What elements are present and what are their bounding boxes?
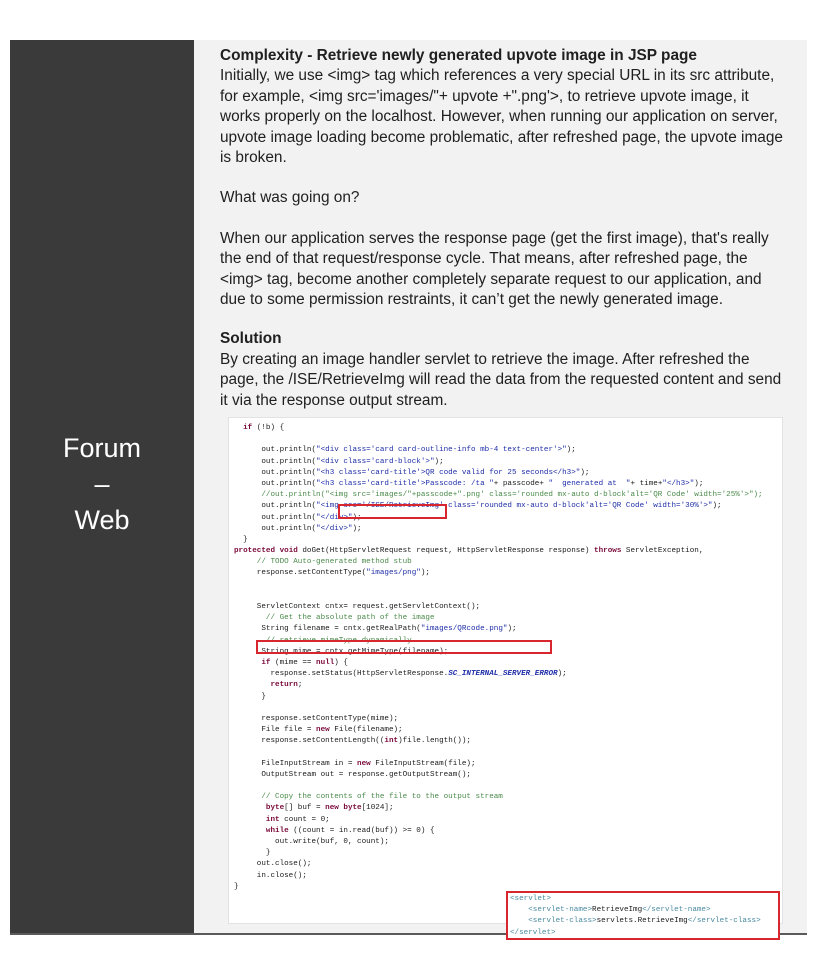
code-line: out.close(); bbox=[234, 860, 312, 869]
code-line: ServletContext cntx= request.getServletContext(); bbox=[234, 603, 481, 611]
code-line bbox=[234, 591, 794, 602]
slide bbox=[10, 40, 807, 935]
code-line: out.println("</div>"); bbox=[234, 524, 362, 533]
paragraph-initially: Initially, we use <img> tag which references a very special URL in its src attribute, for example, <img src='images/"+ upvote +".png'>, to retrieve upvote image, it works properly on the localhost. However, when running our application on server, upvote image loading become problematic, after refreshed page, the upvote image is broken. bbox=[220, 67, 783, 167]
code-line: out.println("<img src='/ISE/RetrieveImg' class='rounded mx-auto d-block'alt='QR Code' width='30%'>"); bbox=[234, 502, 722, 511]
xml-line: </servlet> bbox=[510, 928, 556, 937]
code-line: String mime = cntx.getMimeType(filename); bbox=[234, 647, 449, 656]
slide-title-line-1: Forum bbox=[62, 433, 141, 463]
code-line: response.setContentType("images/png"); bbox=[234, 569, 430, 578]
xml-line: <servlet-class>servlets.RetrieveImg</servlet-class> bbox=[528, 917, 761, 926]
code-line: OutputStream out = response.getOutputStream(); bbox=[234, 770, 471, 779]
code-line: out.println("<div class='card-block'>"); bbox=[234, 457, 444, 466]
slide-title-line-2: – bbox=[94, 469, 110, 499]
highlight-img-src bbox=[338, 504, 447, 519]
code-line: File file = new File(filename); bbox=[234, 726, 403, 735]
servlet-xml-config bbox=[506, 891, 780, 940]
code-line: FileInputStream in = new FileInputStream(file); bbox=[234, 759, 476, 768]
code-line: String filename = cntx.getRealPath("images/QRcode.png"); bbox=[234, 625, 517, 634]
slide-title bbox=[10, 430, 194, 538]
code-line: out.println("<h3 class='card-title'>QR code valid for 25 seconds</h3>"); bbox=[234, 468, 590, 477]
code-line: response.setContentLength((int)file.length()); bbox=[234, 737, 471, 746]
code-line: // Copy the contents of the file to the output stream bbox=[234, 793, 503, 802]
code-line: in.close(); bbox=[234, 871, 307, 880]
code-line: out.println("<div class='card card-outline-info mb-4 text-center'>"); bbox=[234, 446, 576, 455]
code-line: protected void doGet(HttpServletRequest request, HttpServletResponse response) throws ServletException, bbox=[234, 547, 704, 556]
code-line bbox=[234, 747, 794, 758]
code-line: // TODO Auto-generated method stub bbox=[234, 558, 412, 567]
slide-title-line-3: Web bbox=[74, 505, 130, 535]
complexity-heading: Complexity - Retrieve newly generated upvote image in JSP page bbox=[220, 47, 697, 64]
xml-line: <servlet-name>RetrieveImg</servlet-name> bbox=[528, 906, 711, 915]
code-line: } bbox=[234, 882, 239, 891]
code-line: } bbox=[234, 849, 271, 858]
slide-sidebar-band bbox=[10, 40, 194, 933]
code-line: out.println("</div>"); bbox=[234, 513, 362, 522]
code-line: // Get the absolute path of the image bbox=[234, 614, 435, 623]
solution-heading: Solution bbox=[220, 330, 282, 348]
code-line: out.println("<h3 class='card-title'>Passcode: /ta "+ passcode+ " generated at "+ time+"</h3>"); bbox=[234, 479, 704, 488]
xml-line: <servlet> bbox=[510, 895, 552, 903]
code-line: out.write(buf, 0, count); bbox=[234, 837, 389, 846]
code-line: // retrieve mimeType dynamically bbox=[234, 636, 412, 645]
code-line bbox=[234, 580, 794, 591]
paragraph-question: What was going on? bbox=[220, 189, 360, 207]
code-line: response.setContentType(mime); bbox=[234, 714, 399, 723]
code-line bbox=[234, 703, 794, 714]
slide-body bbox=[220, 46, 790, 411]
highlight-getrealpath bbox=[256, 640, 552, 654]
code-line bbox=[234, 434, 794, 445]
code-line: while ((count = in.read(buf)) >= 0) { bbox=[265, 826, 435, 835]
solution-paragraph: By creating an image handler servlet to retrieve the image. After refreshed the page, the /ISE/RetrieveImg will read the data from the requested content and send it via the response output stream. bbox=[220, 350, 782, 409]
code-line: } bbox=[234, 535, 248, 544]
code-line: } bbox=[234, 692, 266, 701]
java-code-block bbox=[234, 423, 794, 893]
code-line: response.setStatus(HttpServletResponse.SC_INTERNAL_SERVER_ERROR); bbox=[234, 670, 567, 679]
paragraph-explanation: When our application serves the response page (get the first image), that's really the end of that request/response cycle. That means, after refreshed page, the <img> tag, become another completely separate request to our application, and due to some permission restraints, it can’t get the newly generated image. bbox=[220, 229, 769, 309]
code-line bbox=[234, 781, 794, 792]
code-line: byte[] buf = new byte[1024]; bbox=[265, 804, 394, 813]
code-line: //out.println("<img src='images/"+passcode+".png' class='rounded mx-auto d-block'alt='QR Code' width='25%'>"); bbox=[234, 491, 763, 500]
code-line: if (mime == null) { bbox=[261, 658, 348, 667]
code-line: int count = 0; bbox=[265, 815, 330, 824]
code-line: return; bbox=[270, 681, 303, 690]
code-line: if (!b) { bbox=[243, 424, 285, 432]
